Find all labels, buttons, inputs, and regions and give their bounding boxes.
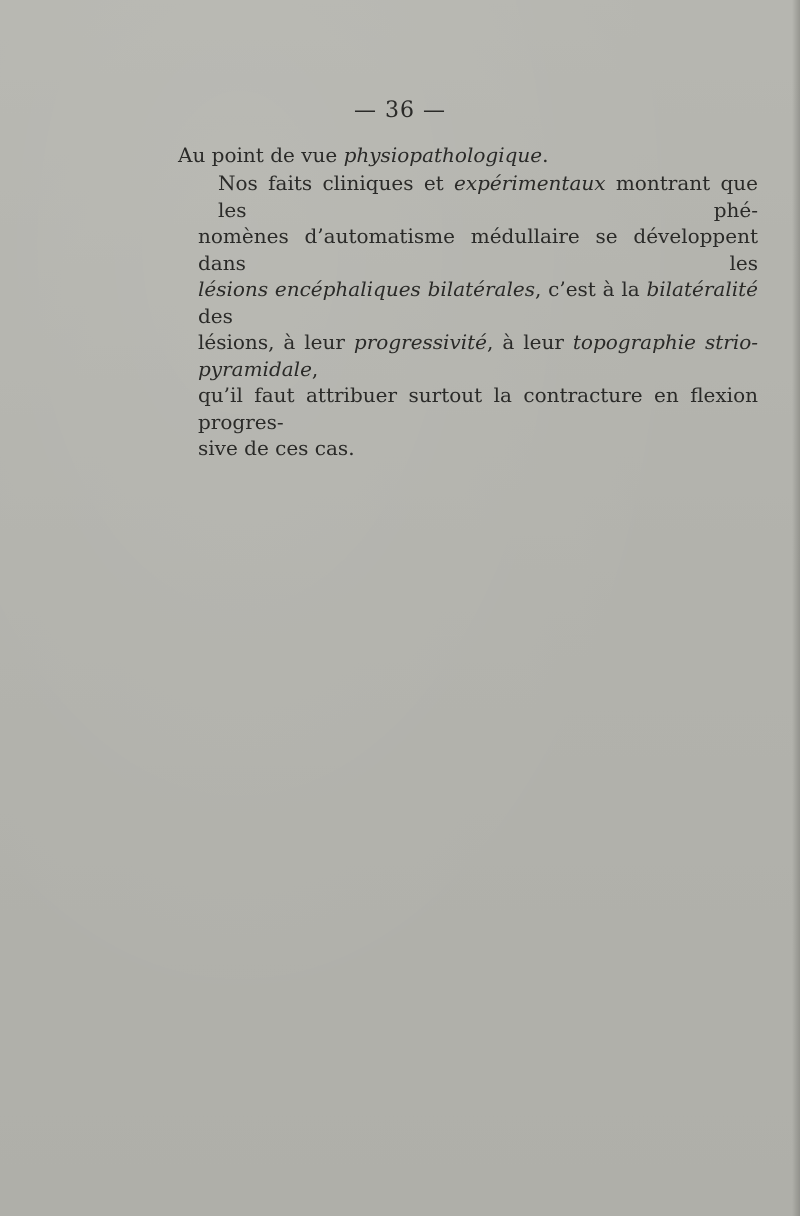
paragraph-line-6: sive de ces cas. xyxy=(198,436,355,460)
line4-text-c: , à leur xyxy=(487,330,573,354)
line3-italic-a: lésions encéphaliques bilatérales xyxy=(198,277,535,301)
section-heading xyxy=(178,143,548,167)
line4-text-e: , xyxy=(311,356,319,381)
line4-italic-b: progressivité xyxy=(353,330,488,354)
paragraph-line-5: qu’il faut attribuer surtout la contracture en flexion progres- xyxy=(198,383,758,434)
line1-text-a: Nos faits cliniques et xyxy=(218,171,455,195)
heading-prefix: Au point de vue xyxy=(178,143,344,167)
line4-text-a: lésions, à leur xyxy=(198,330,354,354)
page-edge-shadow xyxy=(792,0,800,1216)
paragraph-line-3 xyxy=(198,276,758,329)
line1-italic: expérimentaux xyxy=(454,171,606,195)
page-number: — 36 — xyxy=(354,98,446,123)
line1-text-c: montrant que les phé- xyxy=(218,171,759,222)
line4-italic-d: topographie strio-pyramidale xyxy=(198,330,759,381)
paragraph-line-4 xyxy=(198,329,758,382)
paragraph-line-1 xyxy=(198,170,758,223)
line3-text-b: , c’est à la xyxy=(534,277,647,301)
line3-italic-c: bilatéralité xyxy=(646,277,758,301)
heading-italic: physiopathologique xyxy=(343,143,543,167)
paragraph-line-2: nomènes d’automatisme médullaire se développent dans les xyxy=(198,224,758,275)
line3-text-d: des xyxy=(198,303,233,328)
body-paragraph xyxy=(198,170,758,462)
heading-suffix: . xyxy=(542,143,549,167)
